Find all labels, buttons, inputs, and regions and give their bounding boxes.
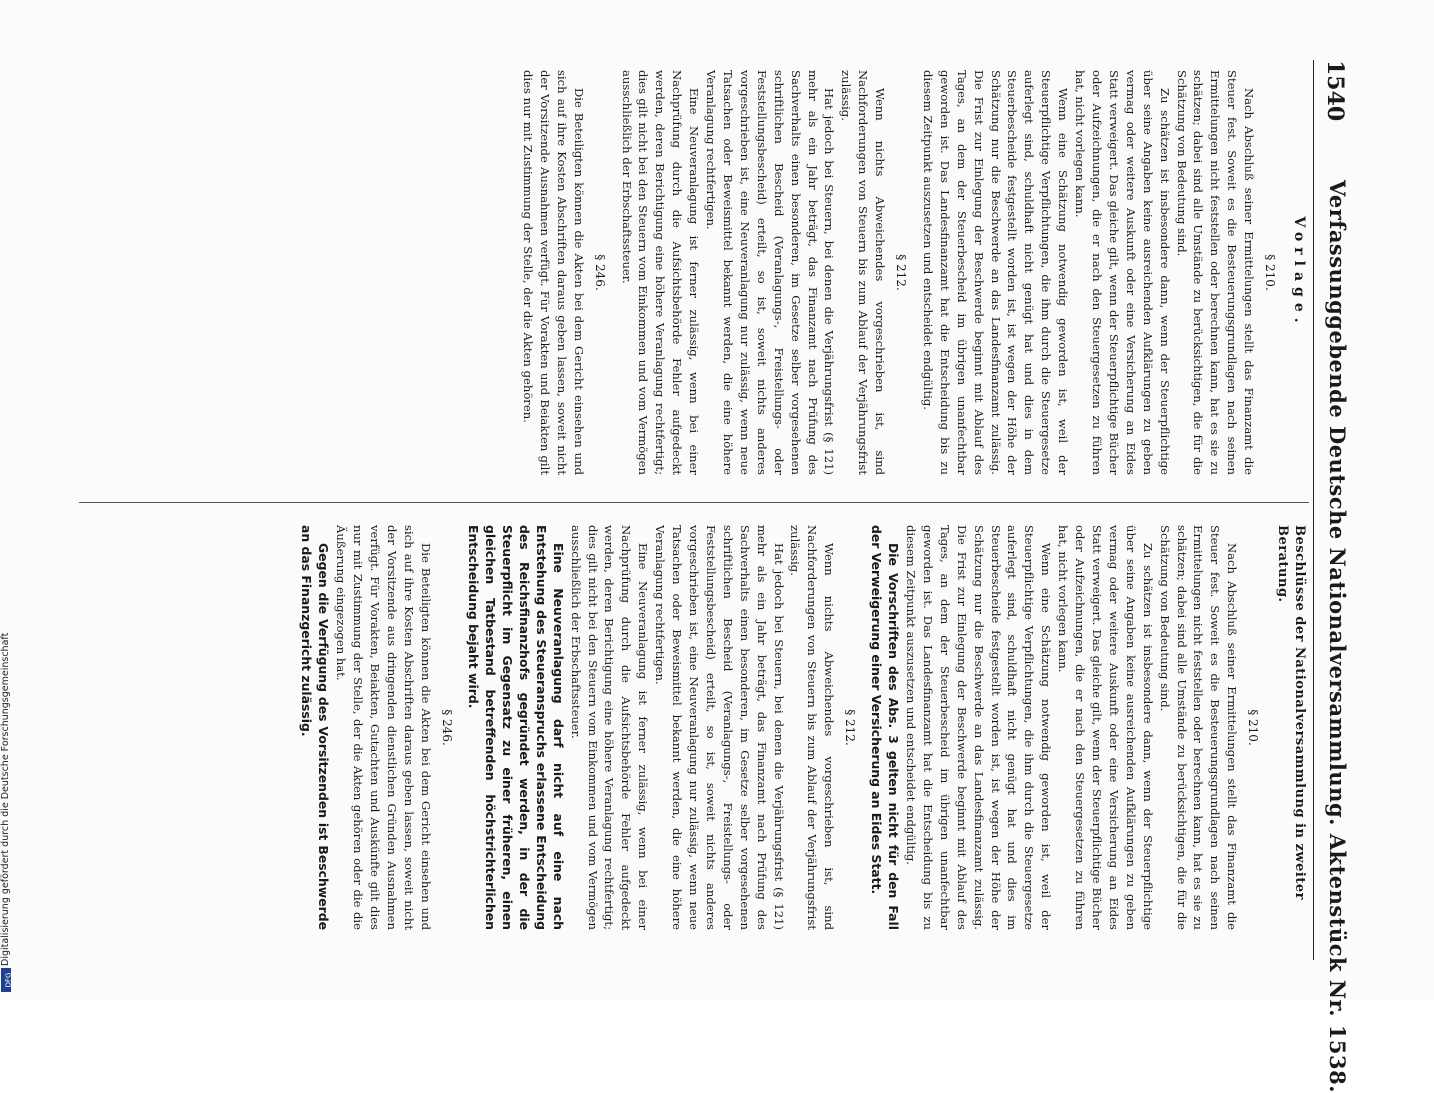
paragraph: Wenn nichts Abweichendes vorgeschrieben ist, sind Nachforderungen von Steuern bis zum Ablauf der Verjährungsfrist zulässig. bbox=[839, 70, 888, 475]
paragraph: Zu schätzen ist insbesondere dann, wenn der Steuerpflichtige über seine Angaben keine ausreichenden Aufklärungen zu geben vermag oder weitere Auskunft oder eine Versicherung an Eides Statt verweigert. Das gleiche gilt, wenn der Steuerpflichtige Bücher oder Aufzeichnungen, die er nach den Steuergesetzen zu führen hat, nicht vorlegen kann. bbox=[1073, 70, 1172, 475]
paragraph: Eine Neuveranlagung ist ferner zulässig, wenn bei einer Nachprüfung durch die Aufsichtsbehörde Fehler aufgedeckt werden, deren Berichtigung eine höhere Veranlagung rechtfertigt; dies gilt nicht bei den Steuern vom Einkommen und vom Vermögen ausschließlich der Erbschaftssteuer. bbox=[619, 70, 702, 475]
section-212-title: § 212. bbox=[894, 254, 909, 291]
section-210-title: § 210. bbox=[1263, 254, 1278, 291]
amendment-paragraph: Eine Neuveranlagung darf nicht auf eine nach Entstehung des Steueranspruchs erlassene Entscheidung des Reichsfinanzhofs gegründet werden, in der die Steuerpflicht im Gegensatz zu einer früheren, einen gleichen Tatbestand betreffenden höchstrichterlichen Entscheidung bejaht wird. bbox=[465, 525, 566, 930]
paragraph: Eine Neuveranlagung ist ferner zulässig, wenn bei einer Nachprüfung durch die Aufsichtsbehörde Fehler aufgedeckt werden, deren Berichtigung eine höhere Veranlagung rechtfertigt; dies gilt nicht bei den Steuern vom Einkommen und vom Vermögen ausschließlich der Erbschaftssteuer. bbox=[568, 525, 651, 930]
column-heading-beschluesse: Beschlüsse der Nationalversammlung in zweiter Beratung. bbox=[1275, 525, 1307, 900]
paragraph: Die Beteiligten können die Akten bei dem Gericht einsehen und sich auf ihre Kosten Abschriften daraus geben lassen, soweit nicht der Vorsitzende aus dringenden dienstlichen Gründen Ausnahmen verfügt. Für Vorakten, Beiakten, Gutachten und Auskünfte gilt dies nur mit Zustimmung der Stelle, der die Akten gehören oder die die Äußerung eingezogen hat. bbox=[334, 525, 433, 930]
column-divider bbox=[79, 502, 1309, 503]
paragraph: Wenn eine Schätzung notwendig geworden ist, weil der Steuerpflichtige Verpflichtungen, die ihm durch die Steuergesetze auferlegt sind, schuldhaft nicht genügt hat und dies im Steuerbescheide festgestellt worden ist, ist wegen der Höhe der Schätzung nur die Beschwerde an das Landesfinanzamt zulässig. Die Frist zur Einlegung der Beschwerde beginnt mit Ablauf des Tages, an dem der Steuerbescheid im übrigen unanfechtbar geworden ist. Das Landesfinanzamt hat die Entscheidung bis zu diesem Zeitpunkt auszusetzen und entscheidet endgültig. bbox=[904, 525, 1054, 930]
paragraph: Zu schätzen ist insbesondere dann, wenn der Steuerpflichtige über seine Angaben keine ausreichenden Aufklärungen zu geben vermag oder weitere Auskunft oder eine Versicherung an Eides Statt verweigert. Das gleiche gilt, wenn der Steuerpflichtige Bücher oder Aufzeichnungen, die er nach den Steuergesetzen zu führen hat, nicht vorlegen kann. bbox=[1056, 525, 1155, 930]
amendment-paragraph: Gegen die Verfügung des Vorsitzenden ist Beschwerde an das Finanzgericht zulässig. bbox=[299, 525, 332, 930]
paragraph: Hat jedoch bei Steuern, bei denen die Verjährungsfrist (§ 121) mehr als ein Jahr beträgt, das Finanzamt nach Prüfung des Sachverhalts einen besonderen, im Gesetze selber vorgesehenen schriftlichen Bescheid (Veranlagungs-, Freistellungs- oder Feststellungsbescheid) erteilt, so ist, soweit nichts anderes vorgeschrieben ist, eine Neuveranlagung nur zulässig, wenn neue Tatsachen oder Beweismittel bekannt werden, die eine höhere Veranlagung rechtfertigen. bbox=[704, 70, 837, 475]
paragraph: Wenn eine Schätzung notwendig geworden ist, weil der Steuerpflichtige Verpflichtungen, die ihm durch die Steuergesetze auferlegt sind, schuldhaft nicht genügt hat und dies in dem Steuerbescheide festgestellt worden ist, ist wegen der Höhe der Schätzung nur die Beschwerde an das Landesfinanzamt zulässig. Die Frist zur Einlegung der Beschwerde beginnt mit Ablauf des Tages, an dem der Steuerbescheid im übrigen unanfechtbar geworden ist. Das Landesfinanzamt hat die Entscheidung bis zu diesem Zeitpunkt auszusetzen und entscheidet endgültig. bbox=[920, 70, 1071, 475]
section-246-title: § 246. bbox=[592, 254, 607, 291]
amendment-paragraph: Die Vorschriften des Abs. 3 gelten nicht für den Fall der Verweigerung einer Versicherung an Eides Statt. bbox=[869, 525, 902, 930]
page-number: 1540 bbox=[1322, 60, 1348, 122]
page-header bbox=[1313, 60, 1354, 1093]
paragraph: Hat jedoch bei Steuern, bei denen die Verjährungsfrist (§ 121) mehr als ein Jahr beträgt, das Finanzamt nach Prüfung des Sachverhalts einen besonderen, im Gesetze selber vorgesehenen schriftlichen Bescheid (Veranlagungs-, Freistellungs- oder Feststellungsbescheid) erteilt, so ist, soweit nichts anderes vorgeschrieben ist, eine Neuveranlagung nur zulässig, wenn neue Tatsachen oder Beweismittel bekannt werden, die eine höhere Veranlagung rechtfertigen. bbox=[653, 525, 786, 930]
paragraph: Nach Abschluß seiner Ermittelungen stellt das Finanzamt die Steuer fest. Soweit es die Besteuerungsgrundlagen nach seinen Ermittelungen nicht feststellen oder berechnen kann, hat es sie zu schätzen; dabei sind alle Umstände zu berücksichtigen, die für die Schätzung von Bedeutung sind. bbox=[1174, 70, 1257, 475]
column-beschluesse bbox=[298, 525, 1309, 930]
section-210-title: § 210. bbox=[1246, 709, 1261, 746]
column-vorlage bbox=[519, 70, 1309, 475]
page-title: Verfassunggebende Deutsche Nationalversammlung. Aktenstück Nr. 1538. bbox=[1325, 180, 1350, 1093]
paragraph: Wenn nichts Abweichendes vorgeschrieben ist, sind Nachforderungen von Steuern bis zum Ablauf der Verjährungsfrist zulässig. bbox=[788, 525, 837, 930]
paragraph: Nach Abschluß seiner Ermittelungen stellt das Finanzamt die Steuer fest. Soweit es die Besteuerungsgrundlagen nach seinen Ermittelungen nicht feststellen oder berechnen kann, hat es sie zu schätzen; dabei sind alle Umstände zu berücksichtigen, die für die Schätzung von Bedeutung sind. bbox=[1157, 525, 1240, 930]
dfg-logo-text: DFG bbox=[4, 972, 13, 988]
section-246-title: § 246. bbox=[439, 709, 454, 746]
section-212-title: § 212. bbox=[843, 709, 858, 746]
digitization-credit: Digitalisierung gefördert durch die Deutsche Forschungsgemeinschaft bbox=[0, 632, 11, 966]
column-heading-vorlage: Vorlage. bbox=[1291, 216, 1307, 329]
paragraph: Die Beteiligten können die Akten bei dem Gericht einsehen und sich auf ihre Kosten Abschriften daraus geben lassen, soweit nicht der Vorsitzende Ausnahmen verfügt. Für Voraktеn und Beiakten gilt dies nur mit Zustimmung der Stelle, der die Akten gehören. bbox=[521, 70, 586, 475]
